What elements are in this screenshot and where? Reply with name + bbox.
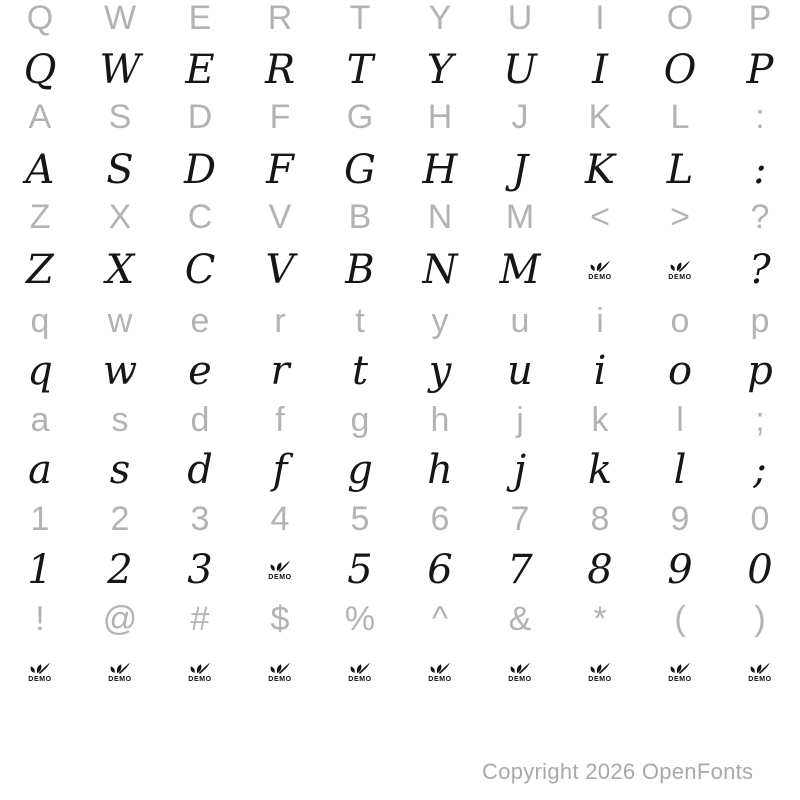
glyph-row-8-specimen	[0, 348, 800, 394]
glyph-cell: L	[670, 98, 690, 136]
demo-watermark-glyph	[668, 661, 691, 683]
glyph-cell: y	[428, 348, 452, 394]
glyph-row-12-specimen	[0, 547, 800, 593]
glyph-cell: G	[344, 147, 376, 193]
glyph-cell: @	[102, 600, 138, 638]
fleuron-icon	[509, 661, 531, 676]
glyph-row-6-specimen	[0, 247, 800, 293]
demo-watermark-glyph	[428, 661, 451, 683]
glyph-cell-demo	[320, 652, 400, 692]
demo-glyph-label: DEMO	[748, 676, 772, 683]
glyph-cell: J	[511, 147, 529, 193]
fleuron-icon	[589, 259, 611, 274]
glyph-cell: W	[103, 0, 137, 37]
glyph-row-5-reference	[0, 199, 800, 235]
glyph-cell: G	[346, 98, 374, 136]
glyph-cell: D	[183, 147, 217, 193]
glyph-cell: :	[753, 147, 767, 193]
glyph-cell: ?	[750, 198, 770, 236]
glyph-cell: &	[508, 600, 532, 638]
demo-watermark-glyph	[268, 559, 291, 581]
glyph-cell: h	[430, 401, 450, 439]
glyph-row-3-reference	[0, 99, 800, 135]
glyph-cell: k	[591, 401, 609, 439]
glyph-cell: o	[667, 348, 693, 394]
glyph-cell: 6	[430, 500, 450, 538]
glyph-cell: *	[593, 600, 607, 638]
glyph-cell: F	[266, 147, 294, 193]
fleuron-icon	[109, 661, 131, 676]
glyph-cell: E	[188, 0, 212, 37]
glyph-cell: O	[666, 0, 694, 37]
glyph-cell: p	[750, 302, 770, 340]
fleuron-icon	[349, 661, 371, 676]
glyph-cell: R	[264, 47, 296, 93]
glyph-cell: T	[349, 0, 371, 37]
glyph-cell: 0	[747, 547, 773, 593]
glyph-cell: H	[422, 147, 458, 193]
glyph-row-7-reference	[0, 303, 800, 339]
glyph-cell: 1	[27, 547, 53, 593]
glyph-cell: B	[348, 198, 372, 236]
glyph-cell: s	[109, 447, 131, 493]
glyph-cell: A	[25, 147, 55, 193]
glyph-cell: %	[344, 600, 376, 638]
demo-watermark-glyph	[508, 661, 531, 683]
glyph-row-11-reference	[0, 501, 800, 537]
glyph-cell-demo	[160, 652, 240, 692]
glyph-cell-demo	[240, 547, 320, 593]
glyph-cell: B	[345, 247, 375, 293]
glyph-cell: N	[427, 198, 453, 236]
glyph-cell: 2	[107, 547, 133, 593]
fleuron-icon	[269, 559, 291, 574]
glyph-cell: 7	[507, 547, 533, 593]
glyph-cell: g	[347, 447, 373, 493]
glyph-cell: V	[265, 247, 295, 293]
glyph-cell: 9	[667, 547, 693, 593]
glyph-cell: (	[674, 600, 686, 638]
glyph-cell: >	[670, 198, 690, 236]
demo-watermark-glyph	[668, 259, 691, 281]
demo-watermark-glyph	[348, 661, 371, 683]
fleuron-icon	[669, 259, 691, 274]
demo-glyph-label: DEMO	[668, 676, 692, 683]
glyph-cell: 0	[750, 500, 770, 538]
glyph-row-10-specimen	[0, 447, 800, 493]
glyph-cell-demo	[560, 247, 640, 293]
fleuron-icon	[669, 661, 691, 676]
demo-watermark-glyph	[588, 661, 611, 683]
glyph-cell: K	[588, 98, 612, 136]
glyph-cell: i	[593, 348, 607, 394]
glyph-cell: C	[187, 198, 213, 236]
glyph-cell: R	[267, 0, 293, 37]
glyph-cell: <	[590, 198, 610, 236]
demo-glyph-label: DEMO	[588, 274, 612, 281]
glyph-cell-demo	[0, 652, 80, 692]
glyph-cell: p	[747, 348, 773, 394]
glyph-cell: W	[99, 47, 141, 93]
demo-watermark-glyph	[28, 661, 51, 683]
demo-glyph-label: DEMO	[108, 676, 132, 683]
glyph-cell: i	[596, 302, 604, 340]
glyph-cell: u	[507, 348, 533, 394]
demo-glyph-label: DEMO	[508, 676, 532, 683]
glyph-cell: l	[676, 401, 684, 439]
glyph-cell: r	[270, 348, 290, 394]
glyph-row-14-demo	[0, 652, 800, 692]
glyph-cell: P	[746, 47, 774, 93]
glyph-cell: 4	[270, 500, 290, 538]
glyph-cell-demo	[560, 652, 640, 692]
glyph-cell: I	[592, 47, 608, 93]
glyph-cell: e	[190, 302, 210, 340]
demo-glyph-label: DEMO	[428, 676, 452, 683]
glyph-cell-demo	[480, 652, 560, 692]
glyph-cell: ;	[753, 447, 767, 493]
glyph-cell: O	[663, 47, 697, 93]
glyph-cell: P	[748, 0, 772, 37]
glyph-cell: S	[106, 147, 134, 193]
glyph-cell: N	[422, 247, 458, 293]
glyph-cell: w	[107, 302, 133, 340]
demo-glyph-label: DEMO	[348, 676, 372, 683]
glyph-cell: ;	[755, 401, 765, 439]
demo-watermark-glyph	[588, 259, 611, 281]
glyph-cell: Y	[428, 0, 452, 37]
glyph-cell: U	[503, 47, 537, 93]
glyph-cell: a	[28, 447, 52, 493]
demo-glyph-label: DEMO	[268, 574, 292, 581]
demo-watermark-glyph	[188, 661, 211, 683]
glyph-cell: J	[511, 98, 529, 136]
glyph-cell: Z	[29, 198, 51, 236]
glyph-cell: K	[585, 147, 615, 193]
demo-glyph-label: DEMO	[28, 676, 52, 683]
fleuron-icon	[589, 661, 611, 676]
glyph-cell: r	[274, 302, 286, 340]
glyph-row-1-reference	[0, 0, 800, 36]
glyph-cell-demo	[400, 652, 480, 692]
glyph-cell: q	[30, 302, 50, 340]
glyph-cell: $	[270, 600, 290, 638]
glyph-cell: M	[505, 198, 535, 236]
glyph-cell: D	[187, 98, 213, 136]
glyph-cell: 3	[190, 500, 210, 538]
glyph-cell: #	[190, 600, 210, 638]
glyph-cell: h	[427, 447, 453, 493]
demo-glyph-label: DEMO	[588, 676, 612, 683]
glyph-cell: C	[184, 247, 216, 293]
demo-watermark-glyph	[268, 661, 291, 683]
glyph-cell: u	[510, 302, 530, 340]
glyph-cell: 7	[510, 500, 530, 538]
glyph-cell: Y	[426, 47, 454, 93]
glyph-cell-demo	[80, 652, 160, 692]
glyph-cell: 5	[347, 547, 373, 593]
glyph-cell: H	[427, 98, 453, 136]
glyph-cell-demo	[640, 247, 720, 293]
glyph-cell: F	[269, 98, 291, 136]
glyph-cell: U	[507, 0, 533, 37]
glyph-cell: 2	[110, 500, 130, 538]
demo-glyph-label: DEMO	[188, 676, 212, 683]
glyph-cell: Q	[23, 47, 57, 93]
glyph-cell: 3	[187, 547, 213, 593]
fleuron-icon	[749, 661, 771, 676]
glyph-cell: 9	[670, 500, 690, 538]
glyph-cell-demo	[640, 652, 720, 692]
glyph-cell: M	[499, 247, 541, 293]
glyph-cell: f	[275, 401, 285, 439]
glyph-cell: E	[185, 47, 215, 93]
glyph-cell: V	[268, 198, 292, 236]
glyph-row-2-specimen	[0, 47, 800, 93]
glyph-cell: 5	[350, 500, 370, 538]
glyph-cell-demo	[720, 652, 800, 692]
glyph-cell-demo	[240, 652, 320, 692]
fleuron-icon	[429, 661, 451, 676]
glyph-cell: w	[102, 348, 138, 394]
glyph-cell: k	[587, 447, 613, 493]
glyph-cell: T	[346, 47, 374, 93]
glyph-cell: ^	[432, 600, 448, 638]
glyph-cell: l	[673, 447, 687, 493]
demo-watermark-glyph	[108, 661, 131, 683]
demo-watermark-glyph	[748, 661, 771, 683]
glyph-cell: t	[351, 348, 369, 394]
glyph-cell: 8	[590, 500, 610, 538]
glyph-cell: g	[350, 401, 370, 439]
fleuron-icon	[269, 661, 291, 676]
glyph-cell: q	[27, 348, 53, 394]
glyph-cell: 8	[587, 547, 613, 593]
glyph-cell: j	[513, 447, 527, 493]
glyph-cell: X	[108, 198, 132, 236]
glyph-cell: a	[30, 401, 50, 439]
glyph-cell: d	[190, 401, 210, 439]
glyph-cell: X	[105, 247, 135, 293]
glyph-cell: 1	[30, 500, 50, 538]
glyph-cell: :	[755, 98, 765, 136]
demo-glyph-label: DEMO	[668, 274, 692, 281]
glyph-cell: s	[111, 401, 129, 439]
fleuron-icon	[29, 661, 51, 676]
glyph-cell: 6	[427, 547, 453, 593]
glyph-cell: !	[35, 600, 45, 638]
glyph-cell: A	[28, 98, 52, 136]
glyph-cell: Q	[26, 0, 54, 37]
glyph-cell: e	[188, 348, 212, 394]
glyph-cell: S	[108, 98, 132, 136]
glyph-cell: )	[754, 600, 766, 638]
fleuron-icon	[189, 661, 211, 676]
glyph-cell: f	[272, 447, 288, 493]
demo-glyph-label: DEMO	[268, 676, 292, 683]
glyph-cell: Z	[26, 247, 54, 293]
glyph-cell: ?	[749, 247, 771, 293]
copyright-text: Copyright 2026 OpenFonts	[482, 759, 754, 784]
glyph-cell: I	[595, 0, 605, 37]
glyph-cell: j	[516, 401, 524, 439]
glyph-cell: L	[666, 147, 694, 193]
glyph-row-9-reference	[0, 402, 800, 438]
glyph-row-4-specimen	[0, 147, 800, 193]
glyph-cell: d	[187, 447, 213, 493]
glyph-cell: y	[431, 302, 449, 340]
glyph-row-13-reference	[0, 601, 800, 637]
glyph-cell: o	[670, 302, 690, 340]
glyph-cell: t	[355, 302, 365, 340]
